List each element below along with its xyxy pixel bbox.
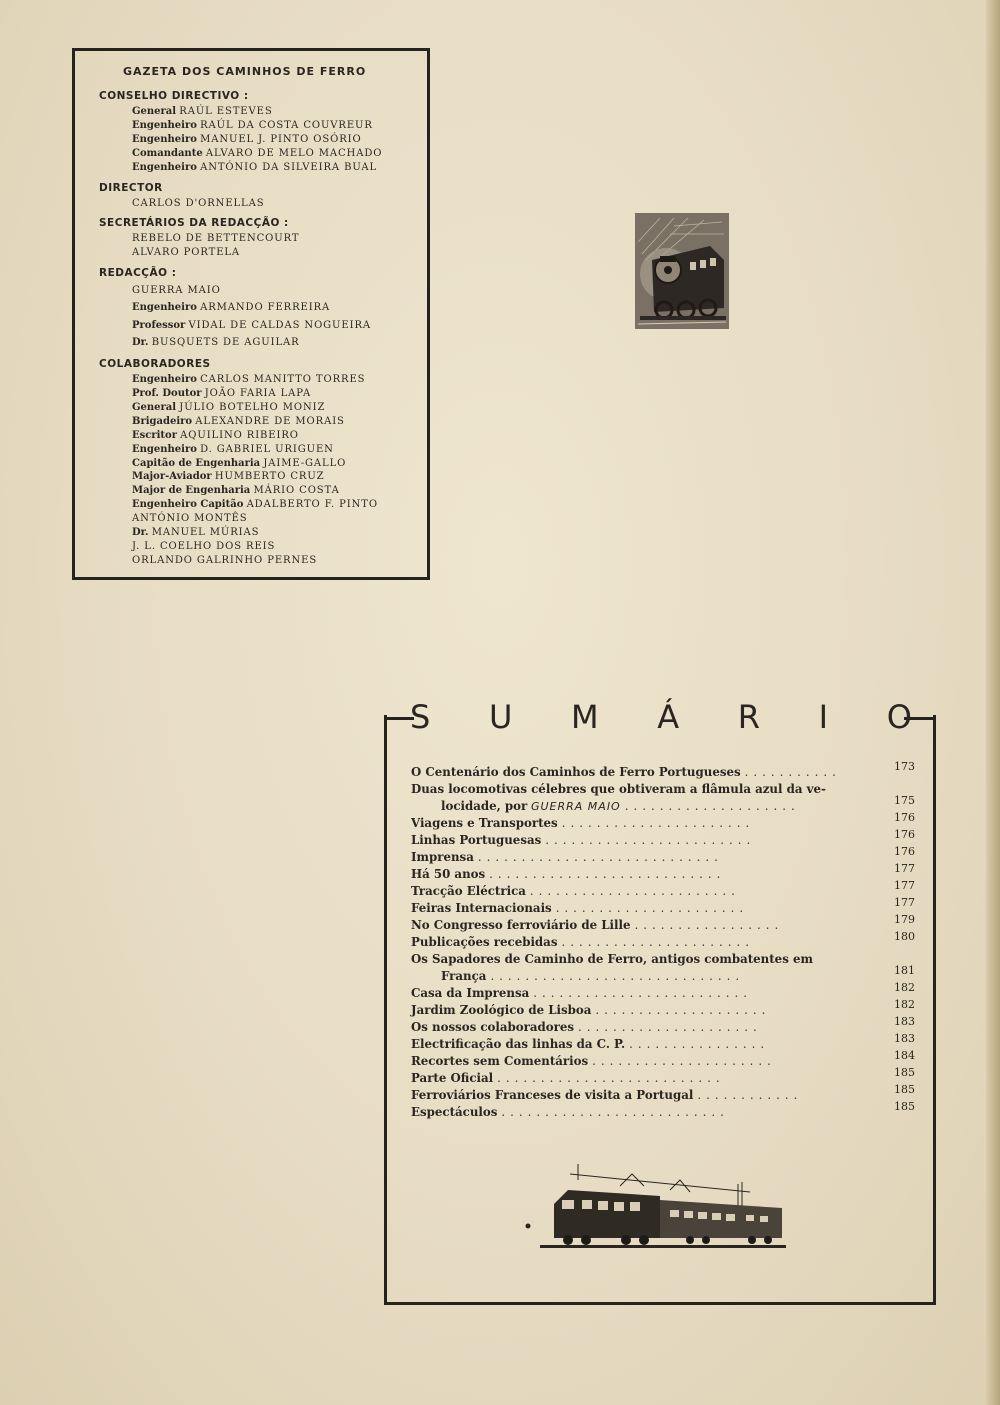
section-heading: SECRETÁRIOS DA REDACÇÃO :: [99, 217, 289, 230]
leader-dots: ......................: [555, 901, 749, 915]
staff-member: [132, 299, 427, 316]
leader-dots: ........................: [545, 833, 756, 847]
toc-entry: [411, 951, 915, 968]
staff-member: [132, 415, 427, 429]
toc-entry: [411, 964, 915, 985]
summary-heading: [410, 697, 912, 737]
staff-name: JÚLIO BOTELHO MONIZ: [179, 401, 326, 413]
staff-name: REBELO DE BETTENCOURT: [132, 233, 300, 245]
staff-role: Escritor: [132, 429, 177, 441]
staff-name: VIDAL DE CALDAS NOGUEIRA: [188, 319, 371, 331]
toc-page-number: 173: [894, 760, 915, 773]
staff-role: Prof. Doutor: [132, 387, 202, 399]
staff-member: [132, 484, 427, 498]
toc-entry-title: Jardim Zoológico de Lisboa: [411, 1003, 592, 1017]
staff-member: [132, 401, 427, 415]
toc-entry: [411, 930, 915, 951]
summary-heading-letters: [410, 697, 912, 737]
leader-dots: .........................: [533, 986, 753, 1000]
staff-member: [132, 232, 427, 246]
toc-entry-title: O Centenário dos Caminhos de Ferro Portugueses: [411, 765, 741, 779]
heading-letter: U: [488, 698, 513, 736]
heading-letter: S: [410, 698, 431, 736]
toc-page-number: 185: [894, 1083, 915, 1096]
toc-entry: [411, 862, 915, 883]
staff-member: [132, 443, 427, 457]
staff-role: Professor: [132, 319, 186, 331]
staff-member: [132, 498, 427, 512]
staff-member: [132, 334, 427, 351]
toc-entry-title: França: [441, 969, 487, 983]
staff-role: Dr.: [132, 527, 149, 539]
staff-member: [132, 197, 427, 211]
staff-role: Major de Engenharia: [132, 485, 251, 497]
staff-role: Brigadeiro: [132, 415, 193, 427]
leader-dots: ........................: [529, 884, 740, 898]
toc-entry: [411, 1032, 915, 1053]
toc-page-number: 183: [894, 1032, 915, 1045]
staff-member: [132, 161, 427, 175]
toc-entry: [411, 998, 915, 1019]
staff-name: ORLANDO GALRINHO PERNES: [132, 554, 318, 566]
heading-letter: O: [886, 698, 912, 736]
toc-page-number: 175: [894, 794, 915, 807]
toc-page-number: 177: [894, 879, 915, 892]
staff-name: CARLOS D'ORNELLAS: [132, 197, 265, 209]
leader-dots: ................: [629, 1037, 770, 1051]
toc-entry-title: Há 50 anos: [411, 867, 486, 881]
toc-entry-title: Feiras Internacionais: [411, 901, 552, 915]
toc-entry: [411, 828, 915, 849]
toc-page-number: 179: [894, 913, 915, 926]
toc-page-number: 181: [894, 964, 915, 977]
staff-member: [132, 317, 427, 334]
toc-entry: [411, 845, 915, 866]
staff-member: [132, 105, 427, 119]
staff-role: Engenheiro: [132, 133, 197, 145]
toc-entry: [411, 896, 915, 917]
staff-name: JOÃO FARIA LAPA: [204, 387, 312, 399]
leader-dots: .................: [634, 918, 784, 932]
toc-page-number: 176: [894, 845, 915, 858]
staff-name: GUERRA MAIO: [132, 285, 221, 297]
toc-entry-title: Espectáculos: [411, 1105, 498, 1119]
toc-entry-title: Os nossos colaboradores: [411, 1020, 575, 1034]
toc-entry: [411, 1100, 915, 1121]
toc-entry-title: Duas locomotivas célebres que obtiveram a flâmula azul da ve-: [411, 782, 826, 796]
staff-name: MÁRIO COSTA: [253, 485, 340, 497]
electric-train-icon: [520, 1160, 788, 1252]
toc-entry-title: Os Sapadores de Caminho de Ferro, antigos combatentes em: [411, 952, 813, 966]
staff-member: [132, 470, 427, 484]
toc-page-number: 184: [894, 1049, 915, 1062]
leader-dots: ....................: [595, 1003, 771, 1017]
toc-entry-title: locidade, por: [441, 799, 528, 813]
staff-role: General: [132, 106, 177, 117]
toc-entry: [411, 913, 915, 934]
staff-name: ALEXANDRE DE MORAIS: [195, 415, 345, 427]
staff-name: HUMBERTO CRUZ: [214, 471, 325, 483]
toc-entry: [411, 1015, 915, 1036]
staff-name: ALVARO PORTELA: [132, 247, 241, 259]
staff-member: [132, 512, 427, 526]
masthead-section: [99, 217, 427, 260]
staff-name: AQUILINO RIBEIRO: [180, 429, 299, 441]
staff-role: Capitão de Engenharia: [132, 457, 261, 469]
staff-role: Engenheiro: [132, 443, 197, 455]
section-heading: COLABORADORES: [99, 358, 211, 371]
toc-entry-title: Casa da Imprensa: [411, 986, 530, 1000]
leader-dots: .....................: [592, 1054, 776, 1068]
toc-entry-title: Viagens e Transportes: [411, 816, 558, 830]
heading-letter: I: [818, 698, 829, 736]
staff-name: BUSQUETS DE AGUILAR: [151, 336, 300, 348]
masthead-section: [99, 90, 427, 175]
leader-dots: .....................: [578, 1020, 762, 1034]
staff-member: [132, 554, 427, 568]
toc-entry-title: Recortes sem Comentários: [411, 1054, 589, 1068]
staff-member: [132, 246, 427, 260]
toc-page-number: 182: [894, 998, 915, 1011]
staff-name: D. GABRIEL URIGUEN: [200, 443, 334, 455]
staff-name: JAIME-GALLO: [263, 457, 347, 469]
toc-entry-title: No Congresso ferroviário de Lille: [411, 918, 631, 932]
staff-role: Major-Aviador: [132, 471, 212, 483]
staff-role: Engenheiro: [132, 302, 197, 314]
staff-name: RAÚL ESTEVES: [179, 106, 273, 117]
staff-role: Dr.: [132, 336, 149, 348]
heading-letter: M: [571, 698, 599, 736]
staff-name: ALVARO DE MELO MACHADO: [205, 147, 383, 159]
staff-member: [132, 457, 427, 471]
heading-letter: R: [737, 698, 761, 736]
staff-role: Engenheiro: [132, 161, 197, 173]
staff-member: [132, 133, 427, 147]
toc-entry-title: Imprensa: [411, 850, 474, 864]
toc-entry: [411, 1083, 915, 1104]
staff-role: Comandante: [132, 147, 203, 159]
toc-entry-author: GUERRA MAIO: [530, 800, 621, 813]
toc-page-number: 176: [894, 828, 915, 841]
masthead-section: [99, 267, 427, 351]
toc-entry-title: Parte Oficial: [411, 1071, 494, 1085]
toc-page-number: 183: [894, 1015, 915, 1028]
staff-member: [132, 387, 427, 401]
staff-member: [132, 119, 427, 133]
staff-name: ADALBERTO F. PINTO: [246, 499, 378, 511]
leader-dots: ..........................: [497, 1071, 725, 1085]
staff-role: Engenheiro: [132, 374, 197, 386]
section-heading: REDACÇÃO :: [99, 267, 177, 280]
masthead-sections: [99, 90, 427, 568]
toc-entry-title: Ferroviários Franceses de visita a Portugal: [411, 1088, 694, 1102]
leader-dots: ............: [697, 1088, 803, 1102]
staff-name: MANUEL J. PINTO OSÓRIO: [200, 133, 362, 145]
toc-entry: [411, 760, 915, 781]
staff-name: ARMANDO FERREIRA: [200, 302, 331, 314]
leader-dots: .............................: [490, 969, 745, 983]
toc-page-number: 185: [894, 1100, 915, 1113]
toc-entry: [411, 811, 915, 832]
staff-name: ANTÓNIO MONTÊS: [132, 513, 248, 525]
heading-letter: Á: [657, 698, 680, 736]
staff-member: [132, 147, 427, 161]
leader-dots: ......................: [561, 816, 755, 830]
staff-role: Engenheiro: [132, 119, 197, 131]
masthead-title: GAZETA DOS CAMINHOS DE FERRO: [123, 65, 367, 78]
steam-locomotive-vignette-icon: [634, 212, 730, 330]
staff-member: [132, 526, 427, 540]
toc-entry-title: Electrificação das linhas da C. P.: [411, 1037, 626, 1051]
staff-name: MANUEL MÚRIAS: [151, 527, 260, 539]
toc-page-number: 185: [894, 1066, 915, 1079]
section-heading: CONSELHO DIRECTIVO :: [99, 90, 249, 102]
toc-page-number: 180: [894, 930, 915, 943]
toc-entry: [411, 1066, 915, 1087]
staff-name: J. L. COELHO DOS REIS: [132, 540, 276, 552]
toc-entry: [411, 781, 915, 798]
leader-dots: ......................: [561, 935, 754, 949]
masthead-section: [99, 182, 427, 211]
masthead-section: [99, 358, 427, 568]
leader-dots: ...........................: [489, 867, 726, 881]
staff-member: [132, 373, 427, 387]
page-spine-shadow: [986, 0, 1000, 1405]
toc-entry: [411, 981, 915, 1002]
staff-member: [132, 429, 427, 443]
staff-name: CARLOS MANITTO TORRES: [200, 374, 366, 386]
staff-name: ANTÓNIO DA SILVEIRA BUAL: [200, 161, 378, 173]
staff-member: [132, 540, 427, 554]
toc-entry-title: Publicações recebidas: [411, 935, 558, 949]
staff-role: Engenheiro Capitão: [132, 499, 244, 511]
masthead-box: [72, 48, 430, 580]
toc-page-number: 182: [894, 981, 915, 994]
toc-page-number: 176: [894, 811, 915, 824]
staff-role: General: [132, 401, 177, 413]
toc-entry-title: Tracção Eléctrica: [411, 884, 526, 898]
toc-page-number: 177: [894, 896, 915, 909]
section-heading: DIRECTOR: [99, 181, 163, 194]
leader-dots: ..........................: [501, 1105, 729, 1119]
toc-page-number: 177: [894, 862, 915, 875]
toc-entry: [411, 1049, 915, 1070]
table-of-contents: [411, 760, 915, 1121]
leader-dots: ....................: [624, 799, 800, 813]
toc-entry: [411, 794, 915, 815]
staff-name: RAÚL DA COSTA COUVREUR: [200, 119, 373, 131]
leader-dots: ............................: [477, 850, 723, 864]
toc-entry-title: Linhas Portuguesas: [411, 833, 542, 847]
leader-dots: ...........: [744, 765, 841, 779]
staff-member: [132, 282, 427, 299]
toc-entry: [411, 879, 915, 900]
